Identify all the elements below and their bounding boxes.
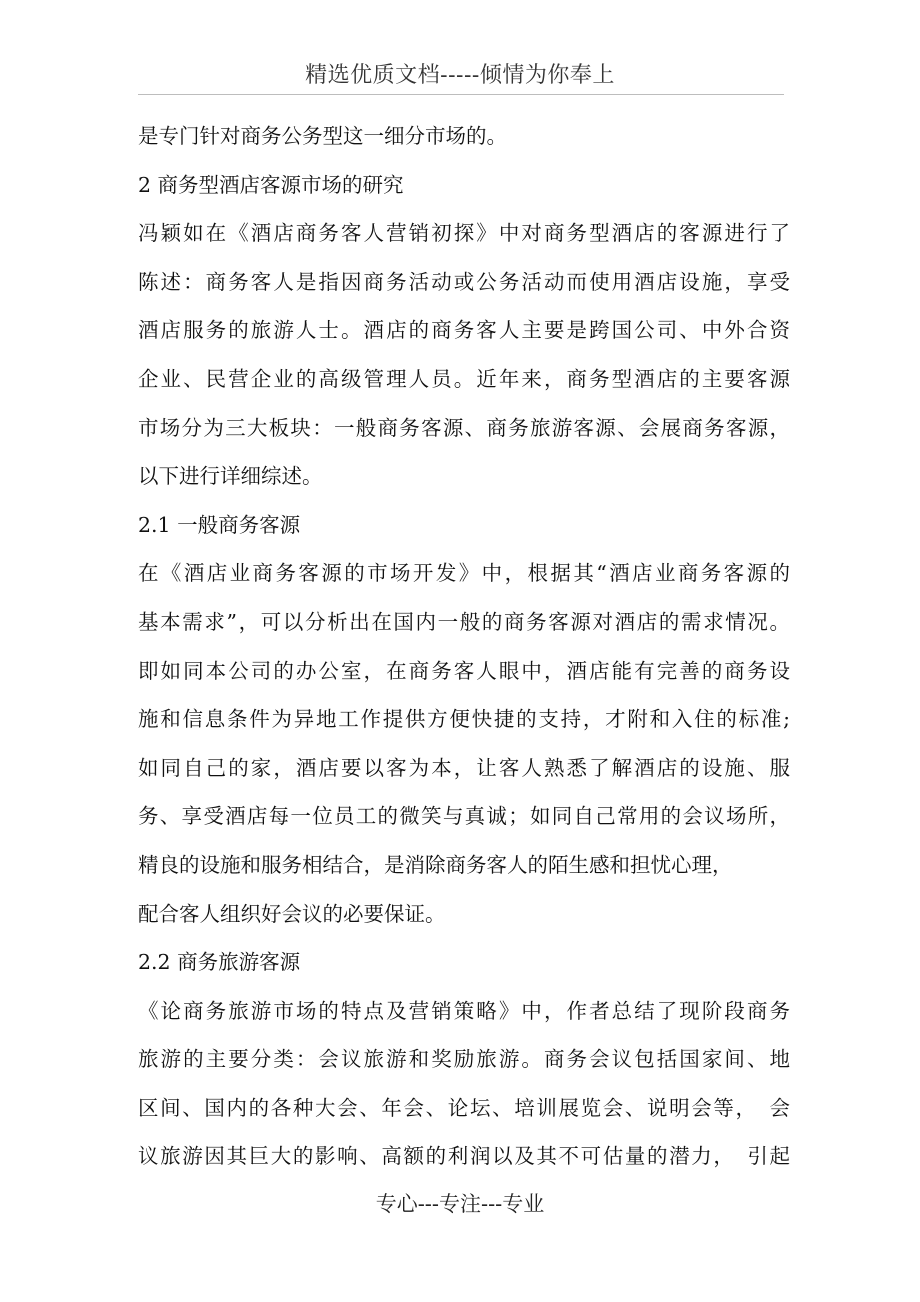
- paragraph-line: 议旅游因其巨大的影响、高额的利润以及其不可估量的潜力， 引起: [138, 1144, 790, 1169]
- paragraph-line: 企业、民营企业的高级管理人员。近年来，商务型酒店的主要客源: [138, 366, 790, 391]
- section-heading: 2.1 一般商务客源: [138, 512, 301, 537]
- paragraph-line: 《论商务旅游市场的特点及营销策略》中，作者总结了现阶段商务: [138, 998, 790, 1023]
- paragraph-line: 在《酒店业商务客源的市场开发》中，根据其“酒店业商务客源的: [138, 561, 790, 586]
- header-divider: [138, 94, 784, 95]
- section-heading: 2.2 商务旅游客源: [138, 950, 301, 975]
- page-footer: 专心---专注---专业: [375, 1192, 545, 1216]
- paragraph-line: 务、享受酒店每一位员工的微笑与真诚；如同自己常用的会议场所，: [138, 804, 790, 829]
- paragraph-line: 施和信息条件为异地工作提供方便快捷的支持，才附和入住的标准;: [138, 707, 790, 732]
- paragraph-line: 以下进行详细综述。: [138, 464, 323, 489]
- page-header: 精选优质文档-----倾情为你奉上: [305, 63, 615, 88]
- paragraph-line: 冯颖如在《酒店商务客人营销初探》中对商务型酒店的客源进行了: [138, 221, 790, 246]
- paragraph-line: 酒店服务的旅游人士。酒店的商务客人主要是跨国公司、中外合资: [138, 318, 790, 343]
- paragraph-line: 基本需求”，可以分析出在国内一般的商务客源对酒店的需求情况。: [138, 609, 790, 634]
- paragraph-line: 陈述：商务客人是指因商务活动或公务活动而使用酒店设施，享受: [138, 269, 790, 294]
- paragraph-line: 配合客人组织好会议的必要保证。: [138, 901, 446, 926]
- paragraph-line: 旅游的主要分类：会议旅游和奖励旅游。商务会议包括国家间、地: [138, 1047, 790, 1072]
- paragraph-line: 精良的设施和服务相结合，是消除商务客人的陌生感和担忧心理，: [138, 852, 733, 877]
- paragraph-line: 是专门针对商务公务型这一细分市场的。: [138, 124, 507, 148]
- paragraph-line: 如同自己的家，酒店要以客为本，让客人熟悉了解酒店的设施、服: [138, 755, 790, 780]
- paragraph-line: 即如同本公司的办公室，在商务客人眼中，酒店能有完善的商务设: [138, 658, 790, 683]
- section-heading: 2 商务型酒店客源市场的研究: [138, 172, 404, 197]
- paragraph-line: 区间、国内的各种大会、年会、论坛、培训展览会、说明会等， 会: [138, 1095, 790, 1120]
- paragraph-line: 市场分为三大板块：一般商务客源、商务旅游客源、会展商务客源，: [138, 415, 790, 440]
- document-body: [138, 112, 790, 1181]
